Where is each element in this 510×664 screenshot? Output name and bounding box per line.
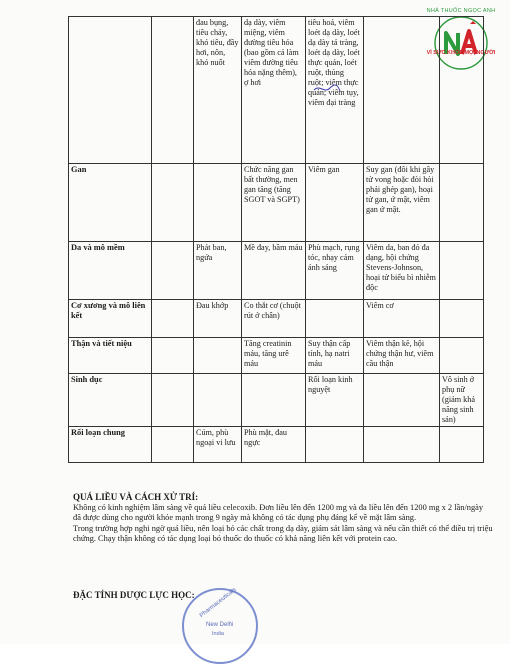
overdose-paragraph-1: Không có kinh nghiệm lâm sàng về quá liều celecoxib. Đơn liều lên đến 1200 mg và đa liều lên đến 1200 mg x 2 lần/ngày đã được dùng cho người khỏe mạnh trong 9 ngày mà không có tác dụng phụ đáng kể về mặt lâm sàng. (73, 502, 484, 522)
table-cell: Tăng creatinin máu, tăng urê máu (242, 338, 306, 374)
table-cell (152, 164, 194, 242)
organ-cell: Gan (69, 164, 152, 242)
table-cell (152, 300, 194, 338)
table-cell (306, 427, 364, 463)
overdose-section (73, 492, 493, 545)
table-cell (440, 300, 484, 338)
table-cell: Đau khớp (194, 300, 242, 338)
table-cell (440, 242, 484, 300)
table-row (69, 242, 484, 300)
table-cell (440, 338, 484, 374)
table-cell: dạ dày, viêm miệng, viêm đường tiêu hóa (bao gồm cả làm viêm đường tiêu hóa nặng thêm), ợ hơi (242, 17, 306, 164)
table-row (69, 374, 484, 427)
table-cell: Phù mặt, đau ngực (242, 427, 306, 463)
table-cell (194, 374, 242, 427)
table-cell: Suy thận cấp tính, hạ natri máu (306, 338, 364, 374)
table-cell (364, 374, 440, 427)
table-cell: Mề đay, bầm máu (242, 242, 306, 300)
stamp-top-text: Pharmaceuticals (198, 586, 238, 620)
table-cell (152, 374, 194, 427)
table-cell: Rối loạn kinh nguyệt (306, 374, 364, 427)
pharmacology-section (73, 590, 493, 601)
table-cell: Phù mạch, rụng tóc, nhạy cảm ánh sáng (306, 242, 364, 300)
table-row (69, 17, 484, 164)
table-cell: Viêm gan (306, 164, 364, 242)
logo-arc-text: NHÀ THUỐC NGỌC ANH (426, 8, 496, 14)
organ-cell: Sinh dục (69, 374, 152, 427)
table-cell (242, 374, 306, 427)
table-cell: tiêu hoá, viêm loét dạ dày, loét dạ dày tá tràng, loét dạ dày, loét thực quản, loét ruột, thủng ruột; viêm thực quản; viêm tụy, viêm đại tràng (306, 17, 364, 164)
organ-cell: Cơ xương và mô liên kết (69, 300, 152, 338)
table-row (69, 427, 484, 463)
logo-tagline: VÌ SỨC KHỎE MỌI NGƯỜI (426, 50, 496, 56)
table-cell (194, 164, 242, 242)
table-cell: Vô sinh ở phụ nữ (giảm khả năng sinh sản) (440, 374, 484, 427)
table-row (69, 338, 484, 374)
table-cell: Chức năng gan bất thường, men gan tăng (tăng SGOT và SGPT) (242, 164, 306, 242)
adverse-reactions-table (68, 16, 484, 463)
table-cell (440, 427, 484, 463)
table-row (69, 300, 484, 338)
table-cell (306, 300, 364, 338)
table-cell (152, 427, 194, 463)
table-cell (152, 242, 194, 300)
table-cell (364, 17, 440, 164)
table-cell: Phát ban, ngứa (194, 242, 242, 300)
organ-cell: Da và mô mềm (69, 242, 152, 300)
table-cell (364, 427, 440, 463)
table-row (69, 164, 484, 242)
table-cell: Cúm, phù ngoại vi lưu (194, 427, 242, 463)
table-cell (152, 338, 194, 374)
overdose-title: QUÁ LIỀU VÀ CÁCH XỬ TRÍ: (73, 492, 199, 502)
table-cell (440, 164, 484, 242)
table-cell: Suy gan (đôi khi gây tử vong hoặc đòi hỏi phải ghép gan), hoại tử gan, ứ mật, viêm gan ứ mật. (364, 164, 440, 242)
stamp-bottom-text: India (212, 631, 224, 637)
table-cell (440, 17, 484, 164)
stamp-middle-text: New Delhi (206, 622, 234, 628)
table-cell (194, 338, 242, 374)
organ-cell (69, 17, 152, 164)
table-cell (152, 17, 194, 164)
table-cell: Viêm thận kẽ, hội chứng thận hư, viêm cầu thận (364, 338, 440, 374)
overdose-paragraph-2: Trong trường hợp nghi ngờ quá liều, nên loại bỏ các chất trong dạ dày, giám sát lâm sàng và nếu cần thiết có thể điều trị triệu chứng. Chạy thận không có tác dụng loại bỏ thuốc do thuốc có khả năng liên kết với protein cao. (73, 523, 493, 543)
table-cell: đau bụng, tiêu chảy, khó tiêu, đầy hơi, nôn, khó nuốt (194, 17, 242, 164)
organ-cell: Rối loạn chung (69, 427, 152, 463)
ink-mark-icon (312, 82, 342, 96)
organ-cell: Thận và tiết niệu (69, 338, 152, 374)
pharmacology-title: ĐẶC TÍNH DƯỢC LỰC HỌC: (73, 590, 195, 600)
table-cell: Viêm da, ban đỏ đa dạng, hội chứng Stevens-Johnson, hoại tử biểu bì nhiễm độc (364, 242, 440, 300)
table-cell: Co thắt cơ (chuột rút ở chân) (242, 300, 306, 338)
table-cell: Viêm cơ (364, 300, 440, 338)
